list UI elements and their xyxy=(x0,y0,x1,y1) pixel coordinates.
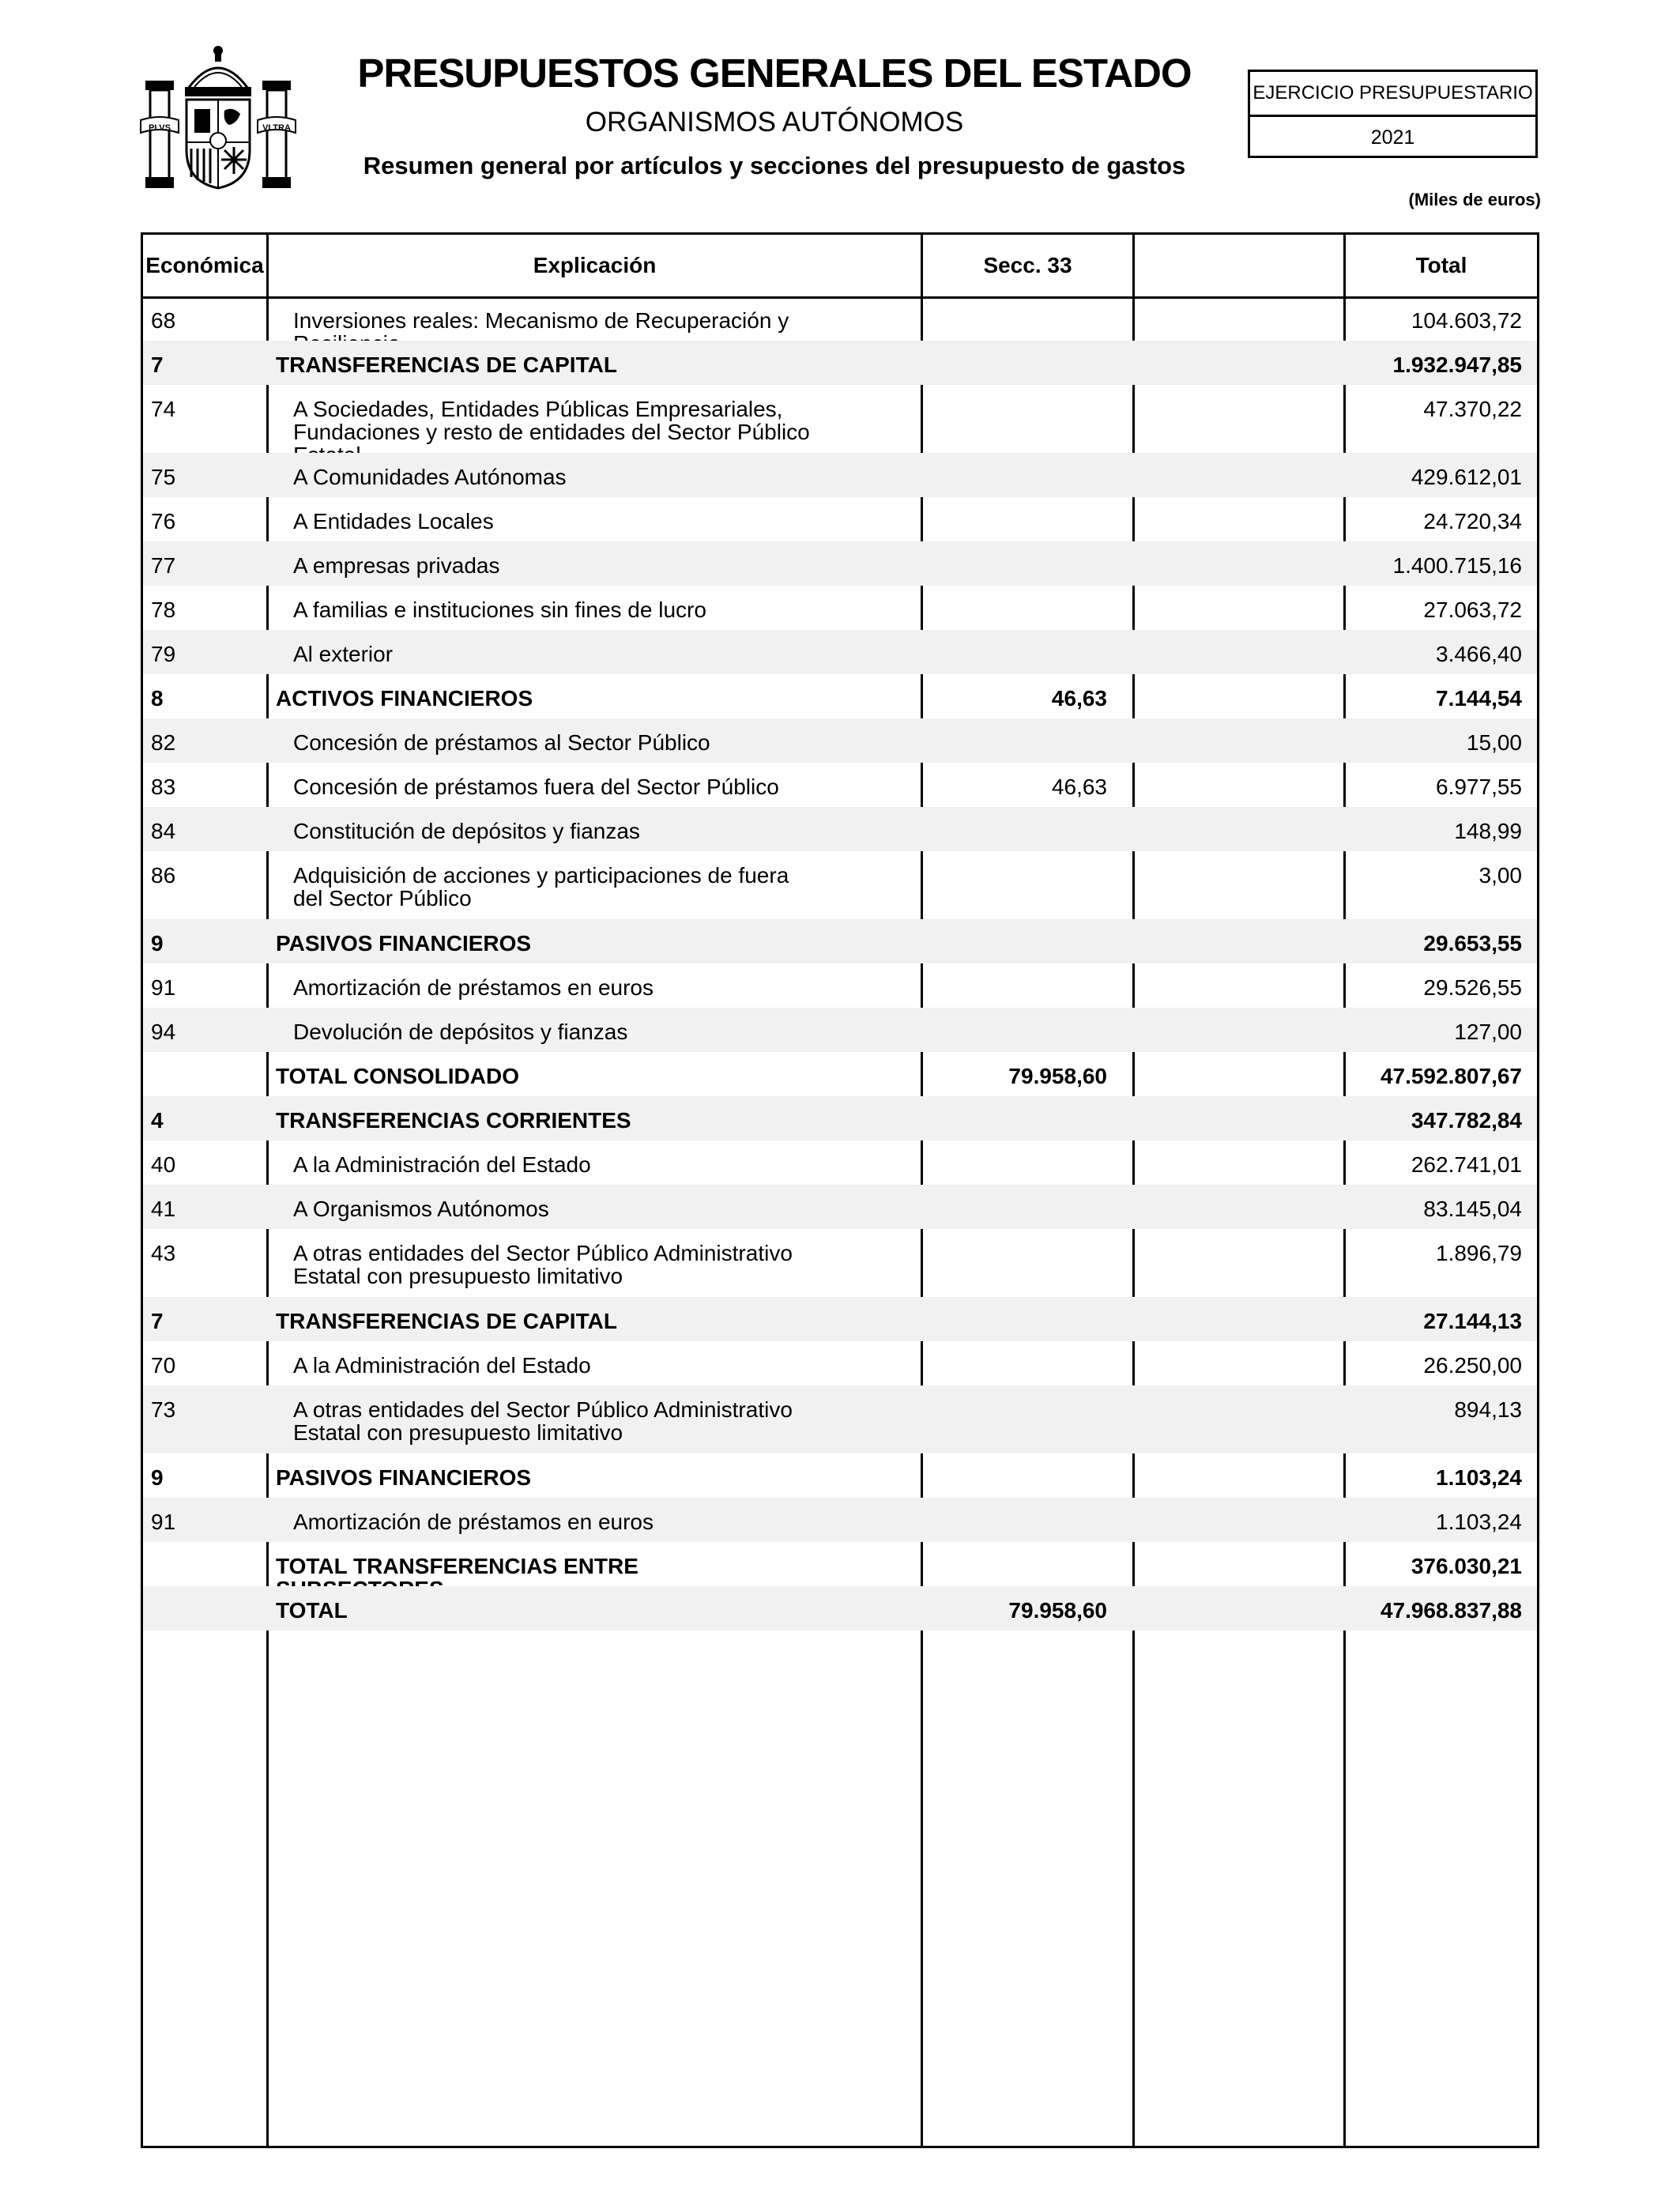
row-code: 9 xyxy=(151,931,164,956)
row-total: 148,99 xyxy=(1454,819,1522,843)
row-description: A Organismos Autónomos xyxy=(293,1197,549,1221)
row-secc-33 xyxy=(917,1185,1107,1197)
row-secc-33: 46,63 xyxy=(1051,775,1107,799)
row-total: 6.977,55 xyxy=(1436,775,1522,799)
row-description: A Sociedades, Entidades Públicas Empresariales, Fundaciones y resto de entidades del Sector Público xyxy=(293,397,810,444)
row-secc-33 xyxy=(917,1096,1107,1109)
row-description: Concesión de préstamos al Sector Público xyxy=(293,730,710,755)
row-secc-33 xyxy=(917,1453,1107,1466)
row-code: 91 xyxy=(151,975,176,1000)
header-explicacion: Explicación xyxy=(533,253,657,277)
table-row xyxy=(143,1140,1537,1185)
row-code: 70 xyxy=(151,1353,176,1378)
page-description: Resumen general por artículos y secciones del presupuesto de gastos xyxy=(363,152,1186,179)
row-total: 29.526,55 xyxy=(1423,975,1522,1000)
row-total: 1.103,24 xyxy=(1436,1465,1522,1490)
row-secc-33 xyxy=(917,497,1107,510)
table-row xyxy=(143,630,1537,674)
header-economica: Económica xyxy=(145,253,264,277)
row-code: 75 xyxy=(151,465,176,489)
table-row xyxy=(143,1052,1537,1096)
row-code: 41 xyxy=(151,1197,176,1221)
row-code: 68 xyxy=(151,308,176,333)
row-total: 15,00 xyxy=(1466,730,1522,755)
row-total: 47.968.837,88 xyxy=(1380,1598,1522,1623)
row-code: 73 xyxy=(151,1397,176,1422)
table-row xyxy=(143,1341,1537,1385)
row-secc-33 xyxy=(917,1229,1107,1242)
row-total: 429.612,01 xyxy=(1411,465,1522,489)
row-total: 104.603,72 xyxy=(1411,308,1522,333)
row-secc-33 xyxy=(917,718,1107,731)
row-total: 26.250,00 xyxy=(1423,1353,1522,1378)
crest-motto-right: VLTRA xyxy=(262,123,291,133)
row-secc-33 xyxy=(917,541,1107,554)
table-row xyxy=(143,718,1537,763)
row-description: A otras entidades del Sector Público Administrativo Estatal con presupuesto limitativo xyxy=(293,1397,793,1445)
row-description: TRANSFERENCIAS DE CAPITAL xyxy=(276,352,617,377)
row-total: 7.144,54 xyxy=(1436,686,1522,711)
row-code: 8 xyxy=(151,686,164,711)
row-secc-33 xyxy=(917,1140,1107,1153)
row-total: 3,00 xyxy=(1478,863,1522,888)
row-secc-33 xyxy=(917,296,1107,309)
row-code: 79 xyxy=(151,642,176,666)
row-total: 47.592.807,67 xyxy=(1380,1064,1522,1088)
row-secc-33 xyxy=(917,341,1107,353)
row-description: TOTAL xyxy=(276,1598,348,1623)
row-code: 9 xyxy=(151,1465,164,1490)
table-row xyxy=(143,1096,1537,1140)
row-description: Amortización de préstamos en euros xyxy=(293,975,654,1000)
row-secc-33: 79.958,60 xyxy=(1008,1598,1107,1623)
units-label: (Miles de euros) xyxy=(1408,190,1541,209)
row-description: ACTIVOS FINANCIEROS xyxy=(276,686,533,711)
row-description: TOTAL TRANSFERENCIAS ENTRE xyxy=(276,1554,638,1578)
row-code: 78 xyxy=(151,598,176,622)
row-secc-33 xyxy=(917,630,1107,643)
row-description: Al exterior xyxy=(293,642,394,666)
row-description: A empresas privadas xyxy=(293,553,500,578)
row-total: 1.103,24 xyxy=(1436,1510,1522,1534)
row-description: A la Administración del Estado xyxy=(293,1353,591,1378)
page-header xyxy=(300,46,1249,183)
row-total: 47.370,22 xyxy=(1423,397,1522,421)
row-code: 77 xyxy=(151,553,176,578)
row-description: A Entidades Locales xyxy=(293,509,494,533)
row-secc-33 xyxy=(917,1385,1107,1398)
row-secc-33 xyxy=(917,1008,1107,1020)
coat-of-arms-icon xyxy=(139,40,297,194)
table-row xyxy=(143,1185,1537,1229)
row-secc-33 xyxy=(917,851,1107,864)
row-total: 262.741,01 xyxy=(1411,1152,1522,1177)
table-row xyxy=(143,919,1537,963)
row-description: A la Administración del Estado xyxy=(293,1152,591,1177)
row-code: 84 xyxy=(151,819,176,843)
row-total: 83.145,04 xyxy=(1423,1197,1522,1221)
row-secc-33 xyxy=(917,919,1107,932)
row-code: 86 xyxy=(151,863,176,888)
table-row xyxy=(143,851,1537,919)
table-row xyxy=(143,541,1537,586)
row-secc-33: 46,63 xyxy=(1051,686,1107,711)
row-code: 83 xyxy=(151,775,176,799)
page-subtitle: ORGANISMOS AUTÓNOMOS xyxy=(585,107,964,138)
row-description: PASIVOS FINANCIEROS xyxy=(276,1465,532,1490)
budget-table xyxy=(141,232,1539,2148)
table-body xyxy=(143,296,1537,1630)
row-total: 27.144,13 xyxy=(1423,1309,1522,1333)
fiscal-year-box xyxy=(1248,70,1538,158)
row-secc-33 xyxy=(917,1297,1107,1310)
table-row xyxy=(143,1008,1537,1052)
row-secc-33 xyxy=(917,1542,1107,1555)
row-description: Constitución de depósitos y fianzas xyxy=(293,819,640,843)
row-code xyxy=(151,1542,262,1555)
row-description: Inversiones reales: Mecanismo de Recuperación y xyxy=(293,308,789,333)
table-row xyxy=(143,296,1537,341)
table-row xyxy=(143,1385,1537,1453)
row-code: 94 xyxy=(151,1020,176,1044)
row-description: A otras entidades del Sector Público Administrativo Estatal con presupuesto limitativo xyxy=(293,1241,793,1288)
row-total: 1.932.947,85 xyxy=(1392,352,1522,377)
row-secc-33 xyxy=(917,385,1107,398)
table-row xyxy=(143,1586,1537,1630)
table-row xyxy=(143,1498,1537,1542)
table-row xyxy=(143,674,1537,718)
row-description: A familias e instituciones sin fines de lucro xyxy=(293,598,706,622)
fiscal-year-value: 2021 xyxy=(1370,126,1415,149)
row-total: 1.896,79 xyxy=(1436,1241,1522,1265)
row-secc-33 xyxy=(917,1498,1107,1510)
row-secc-33 xyxy=(917,586,1107,598)
row-code: 40 xyxy=(151,1152,176,1177)
row-code: 82 xyxy=(151,730,176,755)
table-header xyxy=(143,235,1537,299)
row-description: Amortización de préstamos en euros xyxy=(293,1510,654,1534)
table-row xyxy=(143,1229,1537,1297)
row-description: Devolución de depósitos y fianzas xyxy=(293,1020,628,1044)
row-description: Adquisición de acciones y participaciones de fuera del Sector Público xyxy=(293,863,789,910)
row-secc-33 xyxy=(917,1341,1107,1354)
row-total: 3.466,40 xyxy=(1436,642,1522,666)
row-total: 376.030,21 xyxy=(1411,1554,1522,1578)
row-secc-33 xyxy=(917,807,1107,820)
row-secc-33 xyxy=(917,453,1107,466)
row-total: 1.400.715,16 xyxy=(1392,553,1522,578)
row-code: 43 xyxy=(151,1241,176,1265)
row-total: 894,13 xyxy=(1454,1397,1522,1422)
row-total: 27.063,72 xyxy=(1423,598,1522,622)
row-total: 347.782,84 xyxy=(1411,1108,1522,1133)
table-row xyxy=(143,1453,1537,1498)
row-code xyxy=(151,1052,262,1065)
row-code: 74 xyxy=(151,397,176,421)
header-total: Total xyxy=(1415,253,1467,277)
table-row xyxy=(143,341,1537,385)
row-description: A Comunidades Autónomas xyxy=(293,465,567,489)
row-code xyxy=(151,1586,262,1599)
row-code: 7 xyxy=(151,1309,164,1333)
table-row xyxy=(143,586,1537,630)
row-description: PASIVOS FINANCIEROS xyxy=(276,931,532,956)
table-row xyxy=(143,1542,1537,1586)
table-row xyxy=(143,963,1537,1008)
row-code: 76 xyxy=(151,509,176,533)
fiscal-year-label: EJERCICIO PRESUPUESTARIO xyxy=(1250,72,1535,117)
row-total: 24.720,34 xyxy=(1423,509,1522,533)
row-code: 91 xyxy=(151,1510,176,1534)
crest-motto-left: PLVS xyxy=(149,123,171,133)
row-total: 127,00 xyxy=(1454,1020,1522,1044)
table-row xyxy=(143,807,1537,851)
table-row xyxy=(143,1297,1537,1341)
row-description: TOTAL CONSOLIDADO xyxy=(276,1064,519,1088)
row-description: TRANSFERENCIAS CORRIENTES xyxy=(276,1108,631,1133)
header-secc: Secc. 33 xyxy=(983,253,1072,277)
table-row xyxy=(143,763,1537,807)
row-description: Concesión de préstamos fuera del Sector Público xyxy=(293,775,779,799)
header-blank xyxy=(1135,235,1343,296)
table-row xyxy=(143,453,1537,497)
row-code: 4 xyxy=(151,1108,164,1133)
row-secc-33: 79.958,60 xyxy=(1008,1064,1107,1088)
row-code: 7 xyxy=(151,352,164,377)
row-total: 29.653,55 xyxy=(1423,931,1522,956)
row-description: TRANSFERENCIAS DE CAPITAL xyxy=(276,1309,617,1333)
table-row xyxy=(143,497,1537,541)
page-title: PRESUPUESTOS GENERALES DEL ESTADO xyxy=(357,51,1192,96)
table-row xyxy=(143,385,1537,453)
row-secc-33 xyxy=(917,963,1107,976)
